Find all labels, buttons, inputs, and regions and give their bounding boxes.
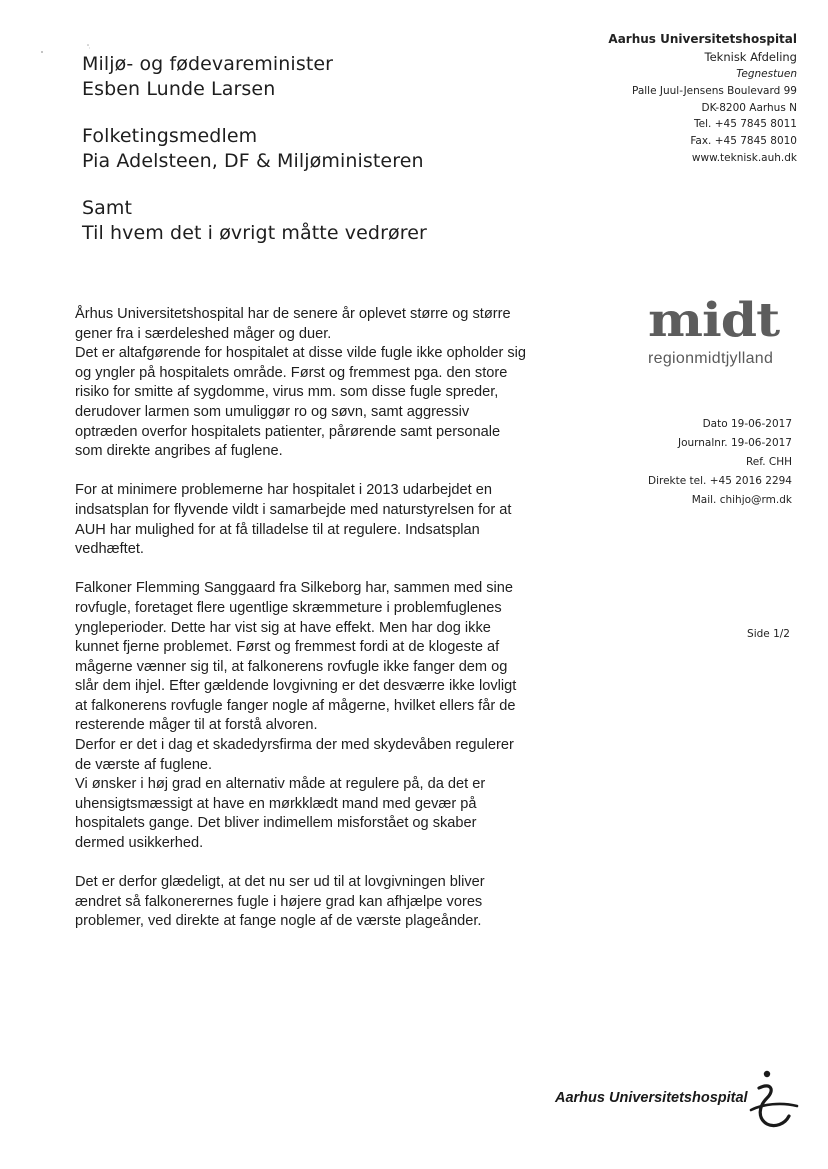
region-logo-sub: regionmidtjylland [648,350,774,367]
recipient-line: Miljø- og fødevareminister [82,53,334,75]
body-line: kunnet fjerne problemet. Først og fremmest fordi at de klogeste af [75,639,500,656]
body-line: rovfugle, foretaget flere ugentlige skræmmeture i problemfuglenes [75,599,502,616]
auh-symbol-icon [745,1068,800,1138]
recipient-others [82,196,582,246]
page-number: Side 1/2 [747,628,790,640]
body-line: som direkte angribes af fuglene. [75,443,283,460]
body-line: vedhæftet. [75,541,144,558]
recipient-mp [82,124,582,174]
body-line: resterende måger til at forstå alvoren. [75,717,318,734]
body-line: Vi ønsker i høj grad en alternativ måde at regulere på, da det er [75,776,486,793]
recipient-line: Esben Lunde Larsen [82,78,276,100]
paragraph-3 [75,579,575,853]
recipient-line: Folketingsmedlem [82,125,258,147]
body-line: slår dem ihjel. Efter gældende lovgivning er det desværre ikke lovligt [75,678,517,695]
scan-specks [30,30,90,74]
body-line: Det er derfor glædeligt, at det nu ser ud til at lovgivningen bliver [75,874,485,891]
region-midt-logo [648,292,798,368]
body-line: Det er altafgørende for hospitalet at disse vilde fugle ikke opholder sig [75,345,527,362]
recipient-line: Samt [82,197,133,219]
auh-footer-logo [555,1068,805,1138]
body-line: problemer, ved direkte at fange nogle af de værste plageånder. [75,913,482,930]
body-line: Falkoner Flemming Sanggaard fra Silkeborg har, sammen med sine [75,580,514,597]
body-line: uhensigtsmæssigt at have en mørkklædt mand med gevær på [75,795,477,812]
body-line: indsatsplan for flyvende vildt i samarbejde med naturstyrelsen for at [75,501,512,518]
body-line: risiko for smitte af sygdomme, virus mm. som disse fugle spreder, [75,384,499,401]
letter-meta [572,415,792,510]
body-line: optræden overfor hospitalets patienter, pårørende samt personale [75,423,501,440]
body-line: AUH har mulighed for at få tilladelse til at regulere. Indsatsplan [75,521,480,538]
meta-mail: Mail. chihjo@rm.dk [691,494,792,506]
body-line: at falkonerens rovfugle fanger nogle af mågerne, hvilket ellers får de [75,697,516,714]
meta-ref: Ref. CHH [745,456,792,468]
sender-street: Palle Juul-Jensens Boulevard 99 [631,84,797,97]
body-line: yngleperioder. Dette har vist sig at have effekt. Men har dog ikke [75,619,491,636]
sender-hospital: Aarhus Universitetshospital [608,32,797,46]
recipient-line: Pia Adelsteen, DF & Miljøministeren [82,150,424,172]
sender-address [537,30,797,167]
paragraph-2 [75,481,575,559]
recipients [82,52,582,246]
sender-tel: Tel. +45 7845 8011 [694,118,797,131]
sender-department: Teknisk Afdeling [704,50,797,64]
body-line: For at minimere problemerne har hospitalet i 2013 udarbejdet en [75,482,492,499]
sender-fax: Fax. +45 7845 8010 [690,135,797,148]
letter-body [75,305,575,952]
body-line: og yngler på hospitalets område. Først og fremmest pga. den store [75,364,508,381]
body-line: Århus Universitetshospital har de senere år oplevet større og større [75,306,511,322]
body-line: hospitalets gange. Det bliver indimellem misforstået og skaber [75,815,477,832]
body-line: de værste af fuglene. [75,756,213,773]
sender-room: Tegnestuen [736,68,797,80]
body-line: gener fra i særdeleshed måger og duer. [75,325,332,342]
body-line: dermed usikkerhed. [75,835,204,852]
body-line: ændret så falkonerernes fugle i højere grad kan afhjælpe vores [75,893,483,910]
footer-hospital-name: Aarhus Universitetshospital [555,1090,748,1106]
meta-date: Dato 19-06-2017 [702,418,792,430]
recipient-minister [82,52,582,102]
sender-city: DK-8200 Aarhus N [701,101,797,114]
meta-direct-tel: Direkte tel. +45 2016 2294 [648,475,792,487]
recipient-line: Til hvem det i øvrigt måtte vedrører [82,222,427,244]
body-line: Derfor er det i dag et skadedyrsfirma der med skydevåben regulerer [75,737,514,754]
region-logo-word: midt [648,292,780,348]
paragraph-4 [75,873,575,932]
paragraph-1 [75,305,575,462]
sender-web: www.teknisk.auh.dk [691,151,797,164]
meta-journal: Journalnr. 19-06-2017 [677,437,792,449]
body-line: derudover larmen som umuliggør ro og søvn, samt aggressiv [75,403,470,420]
body-line: mågerne vænner sig til, at falkonerens rovfugle ikke fanger dem og [75,658,508,675]
